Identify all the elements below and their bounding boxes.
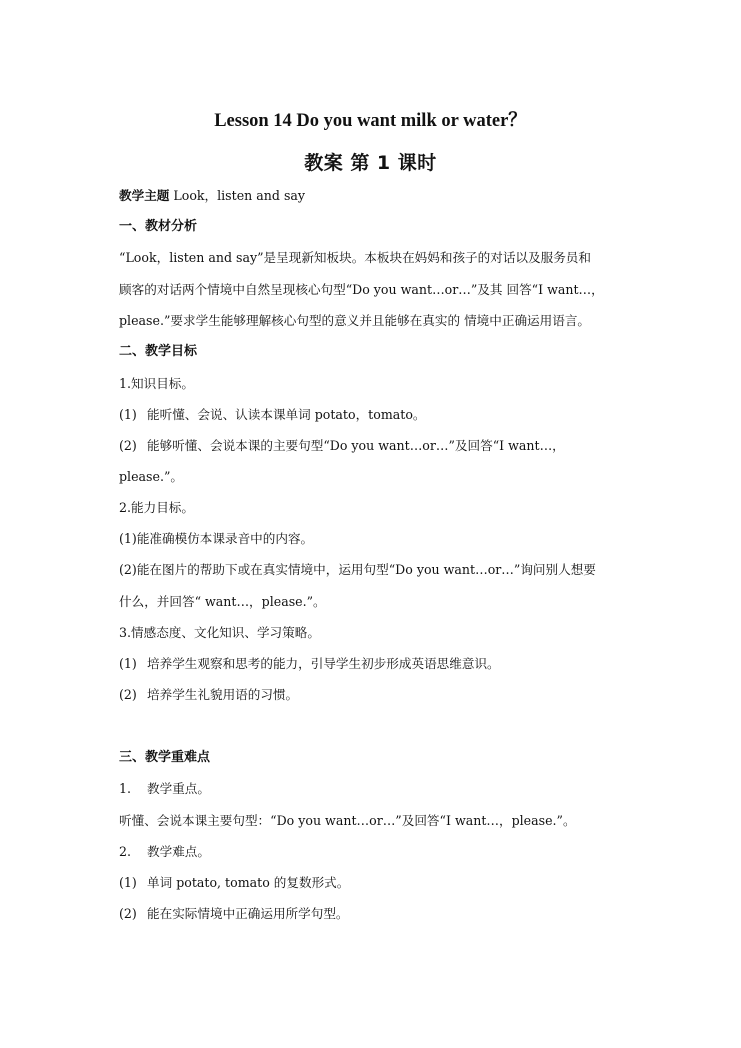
list-number: (1) [119, 656, 137, 671]
goal-attitude-item-1 [119, 656, 500, 672]
list-number: 2. [119, 844, 132, 859]
goal-knowledge-item-2 [119, 438, 565, 454]
list-number: (2) [119, 438, 137, 453]
theme-line [119, 188, 305, 204]
list-text: 教学难点。 [147, 844, 210, 859]
goal-knowledge-item-2-cont: please.”。 [119, 469, 184, 484]
lesson-title: Lesson 14 Do you want milk or water？ [214, 111, 527, 131]
theme-value: Look，listen and say [169, 188, 306, 203]
difficulty-item-2 [119, 906, 349, 922]
list-text: 教学重点。 [147, 781, 210, 796]
goal-ability-heading: 2.能力目标。 [119, 500, 194, 515]
theme-label: 教学主题 [119, 188, 170, 203]
list-text: 能听懂、会说、认读本课单词 potato，tomato。 [147, 407, 426, 422]
list-number: (2) [119, 687, 137, 702]
lesson-subtitle: 教案 第 1 课时 [304, 152, 437, 174]
list-text: 能在实际情境中正确运用所学句型。 [147, 906, 349, 921]
list-text: 单词 potato, tomato 的复数形式。 [147, 875, 350, 890]
goal-attitude-item-2 [119, 687, 298, 703]
list-number: (2) [119, 906, 137, 921]
list-text: 培养学生观察和思考的能力，引导学生初步形成英语思维意识。 [147, 656, 500, 671]
difficulty-heading [119, 844, 210, 860]
goal-ability-item-2: (2)能在图片的帮助下或在真实情境中，运用句型“Do you want…or…”询问别人想要 [119, 562, 596, 577]
analysis-paragraph-line-1: “Look，listen and say”是呈现新知板块。本板块在妈妈和孩子的对话以及服务员和 [119, 250, 591, 265]
list-text: 培养学生礼貌用语的习惯。 [147, 687, 299, 702]
list-number: (1) [119, 407, 137, 422]
goal-knowledge-item-1 [119, 407, 426, 423]
section-heading-analysis: 一、教材分析 [119, 219, 198, 234]
key-point-heading [119, 781, 210, 797]
list-number: 1. [119, 781, 132, 796]
goal-ability-item-2-cont: 什么，并回答“ want…，please.”。 [119, 594, 326, 609]
section-heading-keys: 三、教学重难点 [119, 750, 211, 765]
goal-ability-item-1: (1)能准确模仿本课录音中的内容。 [119, 531, 314, 546]
goal-attitude-heading: 3.情感态度、文化知识、学习策略。 [119, 625, 320, 640]
key-point-text: 听懂、会说本课主要句型：“Do you want…or…”及回答“I want…，please.”。 [119, 813, 576, 828]
difficulty-item-1 [119, 875, 349, 891]
list-number: (1) [119, 875, 137, 890]
analysis-paragraph-line-3: please.”要求学生能够理解核心句型的意义并且能够在真实的 情境中正确运用语言。 [119, 313, 591, 328]
section-heading-goals: 二、教学目标 [119, 344, 198, 359]
analysis-paragraph-line-2: 顾客的对话两个情境中自然呈现核心句型“Do you want…or…”及其 回答“I want…， [119, 282, 604, 297]
list-text: 能够听懂、会说本课的主要句型“Do you want…or…”及回答“I want…， [147, 438, 565, 453]
goal-knowledge-heading: 1.知识目标。 [119, 376, 194, 391]
